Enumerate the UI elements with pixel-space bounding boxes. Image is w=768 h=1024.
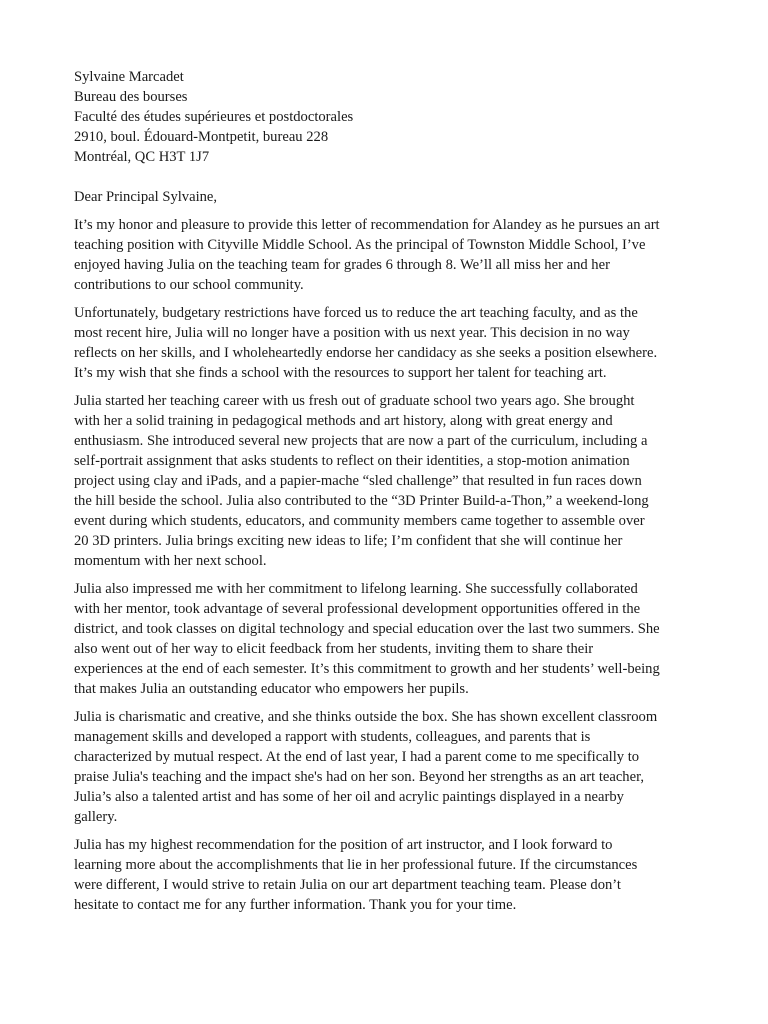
body-paragraph — [74, 835, 708, 915]
paragraph-line: event during which students, educators, and community members came together to assemble over — [74, 513, 645, 529]
address-line-name: Sylvaine Marcadet — [74, 69, 184, 85]
letter-body — [74, 215, 708, 915]
paragraph-line: characterized by mutual respect. At the end of last year, I had a parent come to me specifically to — [74, 749, 640, 765]
paragraph-line: Julia has my highest recommendation for the position of art instructor, and I look forward to — [74, 837, 613, 853]
body-paragraph — [74, 579, 708, 699]
paragraph-line: praise Julia's teaching and the impact she's had on her son. Beyond her strengths as an art teacher, — [74, 769, 645, 785]
paragraph-line: reflects on her skills, and I wholeheartedly endorse her candidacy as she seeks a position elsewhere. — [74, 345, 658, 361]
paragraph-line: enthusiasm. She introduced several new projects that are now a part of the curriculum, including a — [74, 433, 648, 449]
paragraph-line: contributions to our school community. — [74, 277, 304, 293]
body-paragraph — [74, 303, 708, 383]
paragraph-line: momentum with her next school. — [74, 553, 267, 569]
paragraph-line: with her mentor, took advantage of several professional development opportunities offered in the — [74, 601, 641, 617]
paragraph-line: that makes Julia an outstanding educator who empowers her pupils. — [74, 681, 469, 697]
address-line-faculty: Faculté des études supérieures et postdoctorales — [74, 109, 354, 125]
salutation: Dear Principal Sylvaine, — [74, 189, 218, 205]
paragraph-line: experiences at the end of each semester. It’s this commitment to growth and her students’ well-being — [74, 661, 660, 677]
paragraph-line: self-portrait assignment that asks students to reflect on their identities, a stop-motion animation — [74, 453, 630, 469]
paragraph-line: the hill beside the school. Julia also contributed to the “3D Printer Build-a-Thon,” a weekend-long — [74, 493, 649, 509]
paragraph-line: It’s my honor and pleasure to provide this letter of recommendation for Alandey as he pursues an art — [74, 217, 660, 233]
paragraph-line: also went out of her way to elicit feedback from her students, inviting them to share their — [74, 641, 594, 657]
paragraph-line: Unfortunately, budgetary restrictions have forced us to reduce the art teaching faculty, and as the — [74, 305, 638, 321]
paragraph-line: with her a solid training in pedagogical methods and art history, along with great energy and — [74, 413, 613, 429]
paragraph-line: enjoyed having Julia on the teaching team for grades 6 through 8. We’ll all miss her and her — [74, 257, 610, 273]
paragraph-line: Julia also impressed me with her commitment to lifelong learning. She successfully collaborated — [74, 581, 638, 597]
paragraph-line: were different, I would strive to retain Julia on our art department teaching team. Please don’t — [74, 877, 621, 893]
recipient-address — [74, 67, 708, 167]
paragraph-line: hesitate to contact me for any further information. Thank you for your time. — [74, 897, 517, 913]
paragraph-line: project using clay and iPads, and a papier-mache “sled challenge” that resulted in fun races down — [74, 473, 642, 489]
address-line-city: Montréal, QC H3T 1J7 — [74, 149, 210, 165]
paragraph-line: management skills and developed a rapport with students, colleagues, and parents that is — [74, 729, 591, 745]
paragraph-line: most recent hire, Julia will no longer have a position with us next year. This decision in no way — [74, 325, 630, 341]
paragraph-line: gallery. — [74, 809, 118, 825]
paragraph-line: 20 3D printers. Julia brings exciting new ideas to life; I’m confident that she will continue her — [74, 533, 623, 549]
paragraph-line: teaching position with Cityville Middle School. As the principal of Townston Middle School, I’ve — [74, 237, 646, 253]
body-paragraph — [74, 215, 708, 295]
address-line-street: 2910, boul. Édouard-Montpetit, bureau 228 — [74, 129, 329, 145]
body-paragraph — [74, 707, 708, 827]
paragraph-line: Julia started her teaching career with us fresh out of graduate school two years ago. She brought — [74, 393, 635, 409]
paragraph-line: It’s my wish that she finds a school with the resources to support her talent for teaching art. — [74, 365, 607, 381]
paragraph-line: district, and took classes on digital technology and special education over the last two summers. She — [74, 621, 660, 637]
paragraph-line: learning more about the accomplishments that lie in her professional future. If the circumstances — [74, 857, 638, 873]
paragraph-line: Julia’s also a talented artist and has some of her oil and acrylic paintings displayed in a nearby — [74, 789, 624, 805]
paragraph-line: Julia is charismatic and creative, and she thinks outside the box. She has shown excellent classroom — [74, 709, 658, 725]
body-paragraph — [74, 391, 708, 571]
address-line-office: Bureau des bourses — [74, 89, 188, 105]
